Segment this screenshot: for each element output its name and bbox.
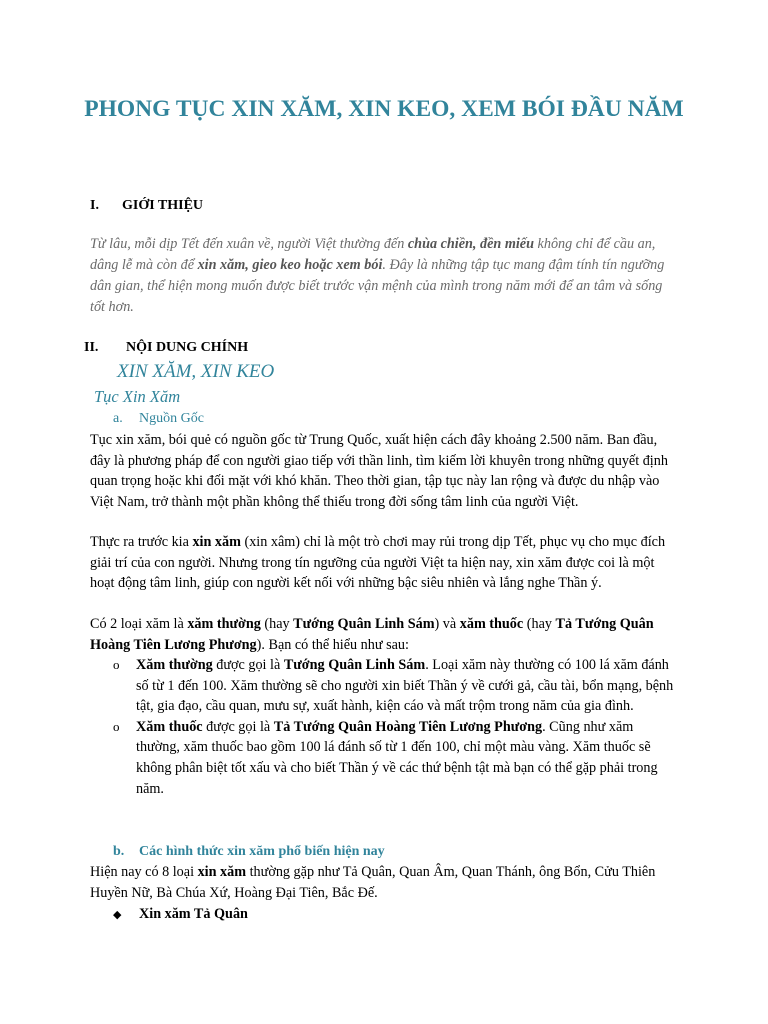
diamond-bullet-icon: ◆ — [113, 909, 122, 921]
paragraph-text: (hay — [523, 616, 556, 632]
section-number: I. — [90, 198, 99, 213]
subheading-text: Các hình thức xin xăm phổ biến hiện nay — [139, 844, 385, 859]
list-item-bold: Tướng Quân Linh Sám — [283, 657, 426, 673]
subheading-forms — [113, 842, 385, 862]
document-title: PHONG TỤC XIN XĂM, XIN KEO, XEM BÓI ĐẦU NĂM — [84, 96, 684, 122]
bullet-marker: o — [113, 718, 120, 734]
list-item-text: được gọi là — [202, 718, 274, 735]
list-item — [0, 717, 676, 799]
bullet-marker: o — [113, 657, 120, 672]
paragraph-bold: xăm thường — [187, 616, 261, 632]
paragraph-text: (xin xâm) chỉ là một trò chơi may rủi trong dịp Tết, phục vụ cho mục đích giải trí của con người. Nhưng trong tín ngưỡng của người Việt ta hiện nay, xin xăm được coi là một hoạt động tâm linh, giúp con người kết nối với những bậc siêu nhiên và lắng nghe Thần ý. — [90, 534, 666, 592]
list-item-label: Xin xăm Tả Quân — [139, 906, 248, 922]
paragraph-text: ) và — [434, 616, 460, 632]
list-item-text: được gọi là — [212, 657, 284, 673]
list-item-ta-quan — [113, 904, 248, 926]
paragraph-bold: Tả Tướng Quân Hoàng Tiên Lương Phương — [90, 616, 654, 653]
paragraph-text: ). Bạn có thể hiểu như sau: — [256, 636, 409, 653]
intro-text: không chỉ để cầu an, dâng lễ mà còn để — [90, 236, 656, 273]
bullet-list — [0, 655, 768, 799]
section-label: GIỚI THIỆU — [122, 198, 204, 213]
subheading-origin — [113, 409, 204, 429]
paragraph-text: thường gặp như Tả Quân, Quan Âm, Quan Thánh, ông Bổn, Cửu Thiên Huyền Nữ, Bà Chúa Xứ, Hoàng Đại Tiên, Bắc Đế. — [90, 864, 656, 901]
section-label: NỘI DUNG CHÍNH — [126, 340, 249, 355]
subheading-label: a. — [113, 411, 123, 426]
paragraph-bold: Tướng Quân Linh Sám — [293, 616, 435, 632]
intro-bold: chùa chiền, đền miếu — [407, 236, 534, 252]
section-number: II. — [84, 340, 99, 355]
paragraph-bold: xin xăm — [192, 534, 241, 550]
intro-bold: xin xăm, gieo keo hoặc xem bói — [197, 257, 383, 273]
list-item-text: . Loại xăm này thường có 100 lá xăm đánh số từ 1 đến 100. Xăm thường sẽ cho người xin biết Thần ý về cưới gả, cầu tài, bổn mạng, bệnh tật, gia đạo, cầu quan, mưu sự, xuất hành, kiện cáo và mất trộm trong năm của gia đình. — [136, 657, 674, 715]
intro-text: . Đây là những tập tục mang đậm tính tín ngưỡng dân gian, thể hiện mong muốn được biết trước vận mệnh của mình trong năm mới để an tâm và sống tốt hơn. — [90, 257, 665, 315]
subheading-text: Nguồn Gốc — [139, 411, 204, 426]
paragraph-bold: xin xăm — [197, 864, 247, 880]
paragraph-text: (hay — [260, 616, 294, 632]
paragraph-text: Hiện nay có 8 loại — [90, 864, 198, 880]
section-heading-main — [84, 338, 248, 358]
heading-tuc-xin-xam: Tục Xin Xăm — [94, 387, 181, 406]
list-item-bold: Xăm thường — [136, 657, 213, 673]
intro-paragraph — [90, 234, 680, 318]
paragraph-text: Thực ra trước kia — [90, 534, 193, 550]
list-item — [0, 655, 676, 717]
paragraph-history — [90, 532, 680, 594]
subheading-label: b. — [113, 844, 125, 859]
section-heading-intro — [90, 196, 203, 216]
list-item-bold: Xăm thuốc — [136, 718, 203, 735]
paragraph-types — [90, 614, 680, 655]
paragraph-forms — [90, 862, 680, 903]
paragraph-text: Có 2 loại xăm là — [90, 616, 188, 632]
heading-xin-xam-xin-keo: XIN XĂM, XIN KEO — [117, 361, 275, 382]
paragraph-bold: xăm thuốc — [459, 616, 524, 632]
intro-text: Từ lâu, mỗi dịp Tết đến xuân về, người Việt thường đến — [90, 236, 408, 252]
paragraph-origin: Tục xin xăm, bói quẻ có nguồn gốc từ Trung Quốc, xuất hiện cách đây khoảng 2.500 năm. Ban đầu, đây là phương pháp để con người giao tiếp với thần linh, tìm kiếm lời khuyên trong những quyết định quan trọng hoặc khi đối mặt với khó khăn. Theo thời gian, tập tục này lan rộng và được du nhập vào Việt Nam, trở thành một phần không thể thiếu trong đời sống tâm linh của người Việt. — [90, 432, 668, 510]
list-item-bold: Tả Tướng Quân Hoàng Tiên Lương Phương — [273, 718, 543, 735]
list-item-text: . Cũng như xăm thường, xăm thuốc bao gồm 100 lá đánh số từ 1 đến 100, chỉ một màu vàng. Xăm thuốc sẽ không phân biệt tốt xấu và cho biết Thần ý về các thứ bệnh tật mà bạn có thể gặp phải trong năm. — [136, 718, 658, 797]
